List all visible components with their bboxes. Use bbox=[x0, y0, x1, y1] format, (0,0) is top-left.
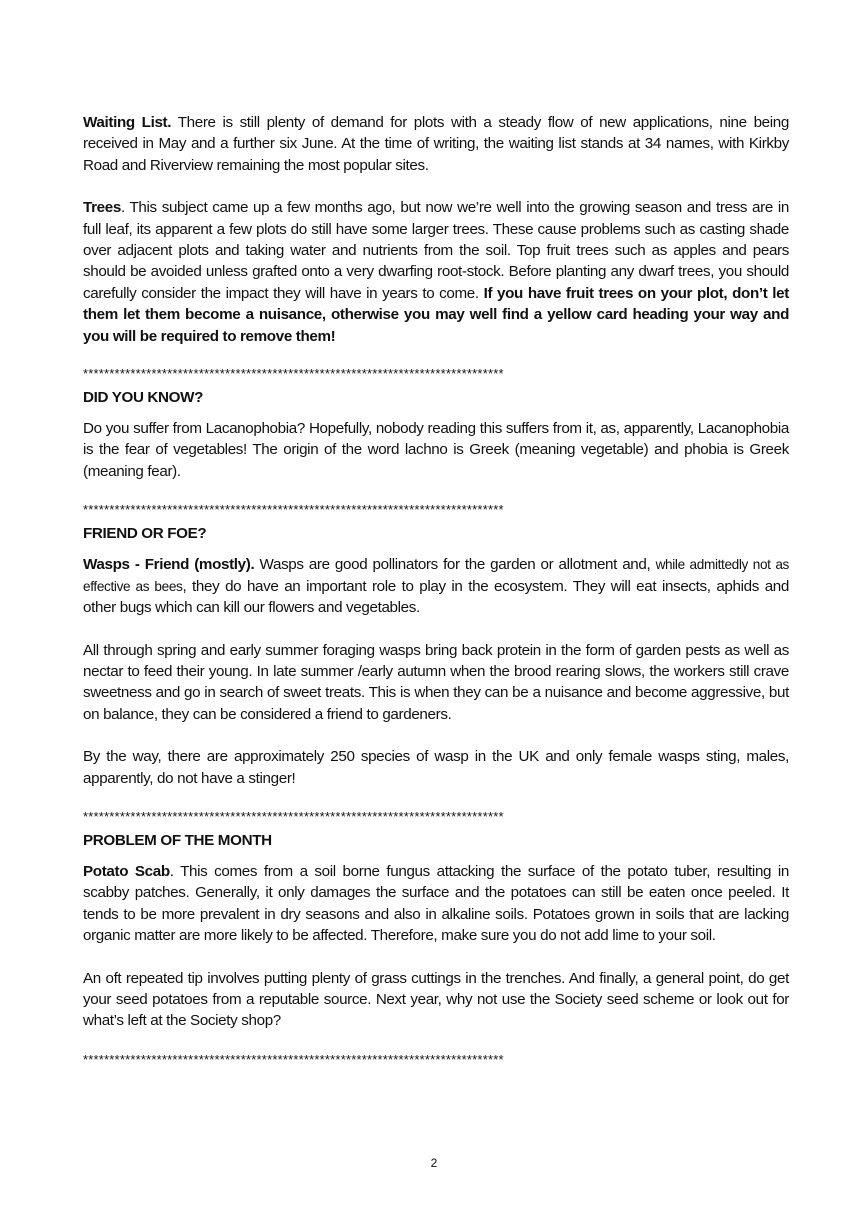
potato-scab-paragraph-2: An oft repeated tip involves putting plenty of grass cuttings in the trenches. And finally, a general point, do get your seed potatoes from a reputable source. Next year, why not use the Society seed scheme or look out for what’s left at the Society shop? bbox=[83, 969, 789, 1030]
separator: ******************************************************************************** bbox=[83, 808, 504, 824]
waiting-list-paragraph: Waiting List. There is still plenty of demand for plots with a steady flow of new applications, nine being received in May and a further six June. At the time of writing, the waiting list stands at 34 names, with Kirkby Road and Riverview remaining the most popular sites. bbox=[83, 114, 789, 174]
trees-paragraph: Trees. This subject came up a few months ago, but now we’re well into the growing season and tress are in full leaf, its apparent a few plots do still have some larger trees. These cause problems such as casting shade over adjacent plots and taking water and nutrients from the soil. Top fruit trees such as apples and pears should be avoided unless grafted onto a very dwarfing root-stock. Before planting any dwarf trees, you should carefully consider the impact they will have in years to come. If you have fruit trees on your plot, don’t let them let them become a nuisance, otherwise you may well find a yellow card heading your way and you will be required to remove them! bbox=[83, 199, 789, 345]
friend-or-foe-heading: FRIEND OR FOE? bbox=[83, 525, 207, 543]
did-you-know-paragraph: Do you suffer from Lacanophobia? Hopefully, nobody reading this suffers from it, as, apparently, Lacanophobia is the fear of vegetables! The origin of the word lachno is Greek (meaning vegetable) and phobia is Greek (meaning fear). bbox=[83, 420, 789, 480]
page-number: 2 bbox=[430, 1156, 438, 1170]
problem-of-month-heading: PROBLEM OF THE MONTH bbox=[83, 831, 272, 849]
waiting-list-lead: Waiting List. bbox=[83, 114, 172, 131]
potato-scab-paragraph: Potato Scab. This comes from a soil borne fungus attacking the surface of the potato tuber, resulting in scabby patches. Generally, it only damages the surface and the potatoes can still be eaten once peeled. It tends to be more prevalent in dry seasons and also in alkaline soils. Potatoes grown in soils that are lacking organic matter are more likely to be affected. Therefore, make sure you do not add lime to your soil. bbox=[83, 862, 789, 945]
wasps-paragraph-3: By the way, there are approximately 250 species of wasp in the UK and only female wasps sting, males, apparently, do not have a stinger! bbox=[83, 748, 789, 787]
potato-scab-lead: Potato Scab bbox=[83, 862, 170, 880]
wasps-paragraph-2: All through spring and early summer foraging wasps bring back protein in the form of garden pests as well as nectar to feed their young. In late summer /early autumn when the brood rearing slows, the workers still crave sweetness and go in search of sweet treats. This is when they can be a nuisance and become aggressive, but on balance, they can be considered a friend to gardeners. bbox=[83, 641, 789, 723]
wasps-lead: Wasps - Friend (mostly). bbox=[83, 556, 255, 574]
wasps-paragraph: Wasps - Friend (mostly). Wasps are good pollinators for the garden or allotment and, while admittedly not as effective as bees, they do have an important role to play in the ecosystem. They will eat insects, aphids and other bugs which can kill our flowers and vegetables. bbox=[83, 556, 790, 617]
trees-warning: If you have fruit trees on your plot, don’t let them let them become a nuisance, otherwise you may well find a yellow card heading your way and you will be required to remove them! bbox=[83, 284, 789, 345]
document-page bbox=[83, 112, 789, 1070]
trees-lead: Trees bbox=[83, 199, 121, 217]
separator: ******************************************************************************** bbox=[83, 366, 504, 382]
separator: ******************************************************************************** bbox=[83, 1051, 504, 1067]
separator: ******************************************************************************** bbox=[83, 502, 504, 518]
did-you-know-heading: DID YOU KNOW? bbox=[83, 389, 204, 407]
